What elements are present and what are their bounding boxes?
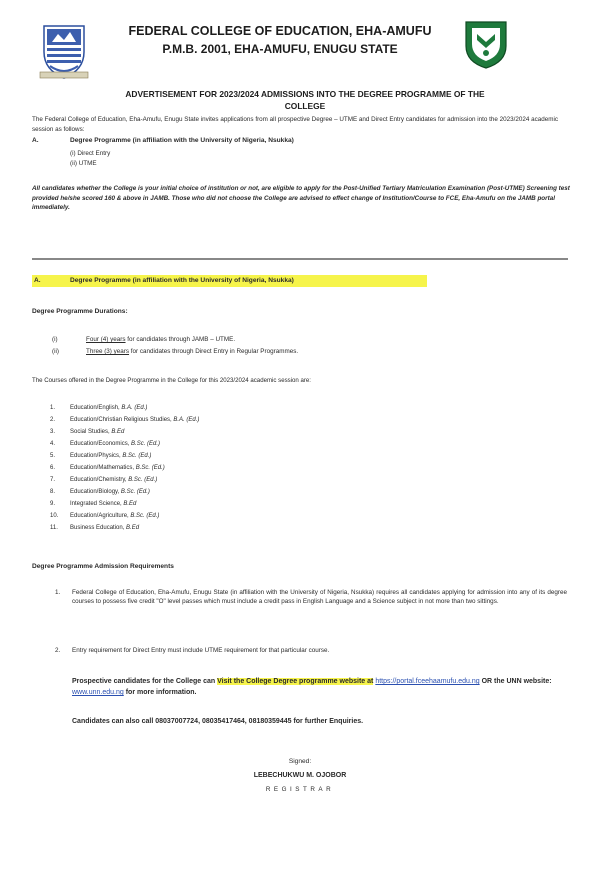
requirements-heading: Degree Programme Admission Requirements — [32, 563, 174, 570]
eligibility-notice: All candidates whether the College is your initial choice of institution or not, are eligible to apply for the Post-Unified Tertiary Matriculation Examination (Post-UTME) Screening test provided he/she scored 160 & above in JAMB. Those who did not choose the College are advised to effect change of Institution/Course to FCE, Eha-Amufu on the JAMB portal immediately. — [32, 185, 570, 212]
list-item: 9. Integrated Science, B.Ed — [50, 501, 137, 507]
advert-title: ADVERTISEMENT FOR 2023/2024 ADMISSIONS INTO THE DEGREE PROGRAMME OF THE COLLEGE — [125, 89, 485, 111]
website-info: Prospective candidates for the College can Visit the College Degree programme website at https://portal.fceehaamufu.edu.ng OR the UNN website: www.unn.edu.ng for more information. — [72, 678, 552, 696]
section-a-heading: A. Degree Programme (in affiliation with the University of Nigeria, Nsukka) — [32, 137, 294, 144]
list-item: 3. Social Studies, B.Ed — [50, 429, 125, 435]
degree-heading: A. Degree Programme (in affiliation with the University of Nigeria, Nsukka) — [34, 277, 294, 284]
signatory-role: REGISTRAR — [265, 786, 335, 793]
requirement-item: 1. Federal College of Education, Eha-Amufu, Enugu State (in affiliation with the University of Nigeria, Nsukka) requires all candidates applying for admission into any of its degree courses to possess five credit "O" level passes which must include a credit pass in English Language and a Science subject in not more than two sittings. — [55, 589, 567, 606]
section-a-item: (i) Direct Entry — [70, 150, 111, 157]
list-item: 4. Education/Economics, B.Sc. (Ed.) — [50, 441, 161, 447]
list-item: 5. Education/Physics, B.Sc. (Ed.) — [50, 453, 152, 459]
section-a-item: (ii) UTME — [70, 160, 97, 167]
list-item: 8. Education/Biology, B.Sc. (Ed.) — [50, 489, 150, 495]
list-item: 7. Education/Chemistry, B.Sc. (Ed.) — [50, 477, 158, 483]
list-item: 10. Education/Agriculture, B.Sc. (Ed.) — [50, 513, 160, 519]
portal-link[interactable]: https://portal.fceehaamufu.edu.ng — [375, 678, 480, 685]
green-shield-icon — [462, 18, 510, 70]
college-name: FEDERAL COLLEGE OF EDUCATION, EHA-AMUFU — [128, 24, 432, 38]
advert-intro: The Federal College of Education, Eha-Amufu, Enugu State invites applications from all prospective Degree – UTME and Direct Entry candidates for admission into the 2023/2024 academic session as follows: — [32, 116, 559, 133]
phone-contacts: Candidates can also call 08037007724, 08035417464, 08180359445 for further Enquiries. — [72, 718, 364, 725]
college-crest-icon — [38, 22, 90, 80]
duration-item: (i) Four (4) years for candidates through JAMB – UTME. — [52, 336, 236, 343]
college-address: P.M.B. 2001, EHA-AMUFU, ENUGU STATE — [162, 42, 398, 56]
list-item: 11. Business Education, B.Ed — [50, 525, 140, 531]
durations-heading: Degree Programme Durations: — [32, 308, 128, 315]
courses-intro: The Courses offered in the Degree Programme in the College for this 2023/2024 academic session are: — [32, 377, 312, 384]
duration-item: (ii) Three (3) years for candidates through Direct Entry in Regular Programmes. — [52, 348, 299, 355]
section-divider — [32, 258, 568, 260]
signatory-name: LEBECHUKWU M. OJOBOR — [253, 772, 347, 779]
list-item: 6. Education/Mathematics, B.Sc. (Ed.) — [50, 465, 165, 471]
requirement-item: 2. Entry requirement for Direct Entry must include UTME requirement for that particular course. — [55, 647, 330, 654]
list-item: 2. Education/Christian Religious Studies, B.A. (Ed.) — [50, 417, 200, 423]
list-item: 1. Education/English, B.A. (Ed.) — [50, 405, 148, 411]
unn-website-link[interactable]: www.unn.edu.ng — [72, 689, 124, 696]
signed-label: Signed: — [288, 758, 312, 765]
